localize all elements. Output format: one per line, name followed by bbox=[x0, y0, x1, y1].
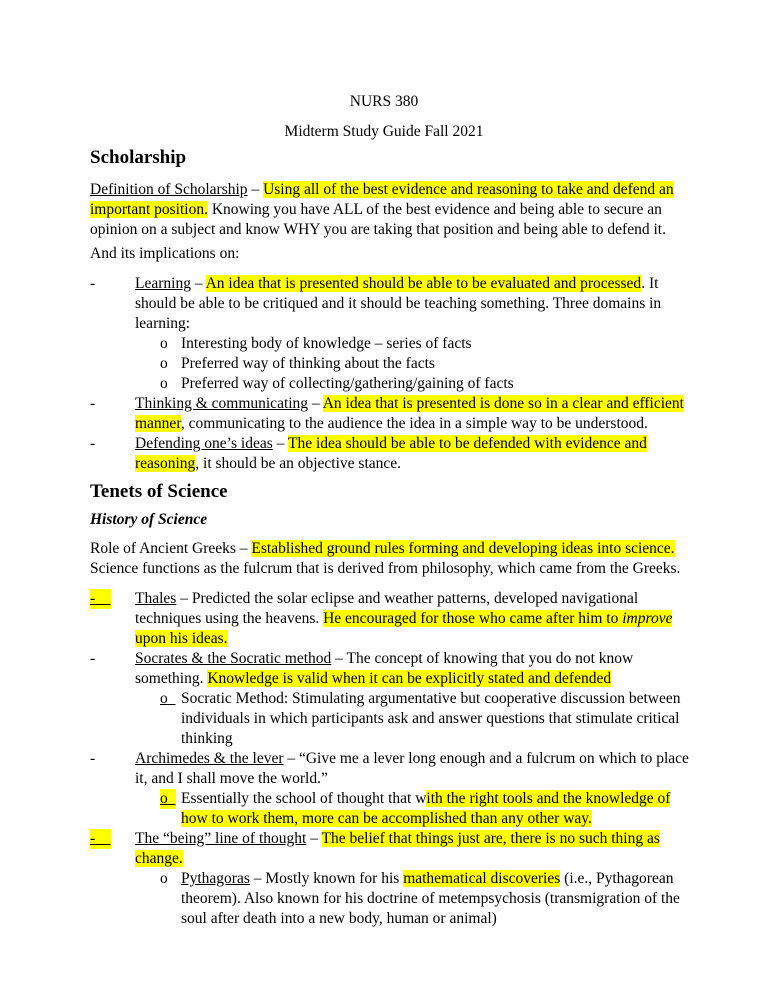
sub-rest: (i.e., Pythagorean theorem). Also known for his doctrine of metempsychosis (transmigration of the soul after death into a new body, human or animal) bbox=[181, 870, 680, 927]
sub-marker: o bbox=[160, 789, 176, 809]
sub-item bbox=[160, 869, 690, 929]
bullet-socrates bbox=[90, 649, 690, 689]
sub-term: Pythagoras bbox=[181, 870, 250, 887]
sub-marker: o bbox=[160, 870, 168, 887]
dash: – bbox=[190, 275, 206, 292]
sub-highlight: mathematical discoveries bbox=[403, 870, 561, 887]
sub-text: Socratic Method: Stimulating argumentative but cooperative discussion between individuals in which participants ask and answer questions that stimulate critical thinking bbox=[181, 690, 681, 747]
bullet-thinking bbox=[90, 394, 690, 434]
greeks-highlight: Established ground rules forming and developing ideas into science. bbox=[251, 540, 675, 557]
sub-text: Essentially the school of thought that w bbox=[181, 790, 427, 807]
bullet-term: Archimedes & the lever bbox=[135, 750, 284, 767]
bullet-marker: - bbox=[90, 750, 96, 767]
dash: – bbox=[272, 435, 288, 452]
dash: – bbox=[308, 395, 323, 412]
bullet-highlight: He encouraged for those who came after him to improve upon his ideas. bbox=[135, 610, 673, 647]
bullet-rest: , communicating to the audience the idea in a simple way to be understood. bbox=[180, 415, 648, 432]
heading-tenets: Tenets of Science bbox=[90, 481, 228, 502]
bullet-highlight: The belief that things just are, there is no such thing as change. bbox=[135, 830, 660, 867]
bullet-rest: – The concept of knowing that you do not know something. bbox=[135, 650, 634, 687]
bullet-archimedes bbox=[90, 749, 690, 789]
implications-label: And its implications on: bbox=[90, 245, 240, 262]
definition-rest: Knowing you have ALL of the best evidence and being able to secure an opinion on a subject and know WHY you are taking that position and being able to defend it. bbox=[90, 201, 666, 238]
dash: – bbox=[306, 830, 322, 847]
bullet-rest: – Predicted the solar eclipse and weather patterns, developed navigational techniques using the heavens. bbox=[135, 590, 639, 627]
bullet-being bbox=[90, 829, 690, 869]
greeks-rest: Science functions as the fulcrum that is derived from philosophy, which came from the Greeks. bbox=[90, 560, 681, 577]
dash: – bbox=[247, 181, 264, 198]
bullet-marker: - bbox=[90, 650, 96, 667]
bullet-term: The “being” line of thought bbox=[135, 830, 307, 847]
definition-highlight: Using all of the best evidence and reasoning to take and defend an important position. bbox=[90, 181, 674, 218]
sub-text: Preferred way of collecting/gathering/gaining of facts bbox=[181, 375, 514, 392]
sub-item bbox=[160, 334, 690, 354]
bullet-marker: - bbox=[90, 435, 96, 452]
bullet-highlight: Knowledge is valid when it can be explicitly stated and defended bbox=[207, 670, 612, 687]
sub-text: Interesting body of knowledge – series of facts bbox=[181, 335, 472, 352]
bullet-term: Thinking & communicating bbox=[135, 395, 309, 412]
bullet-marker: - bbox=[90, 275, 96, 292]
bullet-term: Socrates & the Socratic method bbox=[135, 650, 332, 667]
greeks-lead: Role of Ancient Greeks – bbox=[90, 540, 252, 557]
sub-text: Preferred way of thinking about the facts bbox=[181, 355, 435, 372]
bullet-thales bbox=[90, 589, 690, 649]
bullet-marker: - bbox=[90, 829, 111, 849]
sub-marker: o bbox=[160, 355, 168, 372]
subheading-history: History of Science bbox=[90, 511, 208, 528]
bullet-rest: . It should be able to be critiqued and it should be teaching something. Three domains in learning: bbox=[135, 275, 662, 332]
sub-lead: – Mostly known for his bbox=[249, 870, 404, 887]
bullet-marker: - bbox=[90, 395, 96, 412]
sub-item bbox=[160, 374, 690, 394]
bullet-marker: - bbox=[90, 589, 111, 609]
bullet-highlight: The idea should be able to be defended with evidence and reasoning bbox=[135, 435, 647, 472]
sub-item bbox=[160, 689, 690, 749]
sub-marker: o bbox=[160, 375, 168, 392]
sub-item bbox=[160, 789, 690, 829]
definition-term: Definition of Scholarship bbox=[90, 181, 248, 198]
greeks-paragraph bbox=[90, 539, 690, 579]
bullet-term: Defending one’s ideas bbox=[135, 435, 273, 452]
page-subtitle: Midterm Study Guide Fall 2021 bbox=[284, 123, 484, 140]
bullet-term: Thales bbox=[135, 590, 177, 607]
bullet-rest: – “Give me a lever long enough and a fulcrum on which to place it, and I shall move the world.” bbox=[135, 750, 689, 787]
sub-marker: o bbox=[160, 335, 168, 352]
course-code: NURS 380 bbox=[349, 93, 419, 110]
definition-paragraph bbox=[90, 180, 690, 240]
bullet-rest: , it should be an objective stance. bbox=[195, 455, 402, 472]
bullet-defending bbox=[90, 434, 690, 474]
bullet-highlight: An idea that is presented is done so in a clear and efficient manner bbox=[135, 395, 684, 432]
sub-marker: o bbox=[160, 690, 168, 707]
sub-item bbox=[160, 354, 690, 374]
sub-highlight: ith the right tools and the knowledge of how to work them, more can be accomplished than any other way. bbox=[181, 790, 671, 827]
bullet-highlight: An idea that is presented should be able to be evaluated and processed bbox=[205, 275, 642, 292]
bullet-learning bbox=[90, 274, 690, 334]
bullet-term: Learning bbox=[135, 275, 191, 292]
heading-scholarship: Scholarship bbox=[90, 147, 187, 168]
